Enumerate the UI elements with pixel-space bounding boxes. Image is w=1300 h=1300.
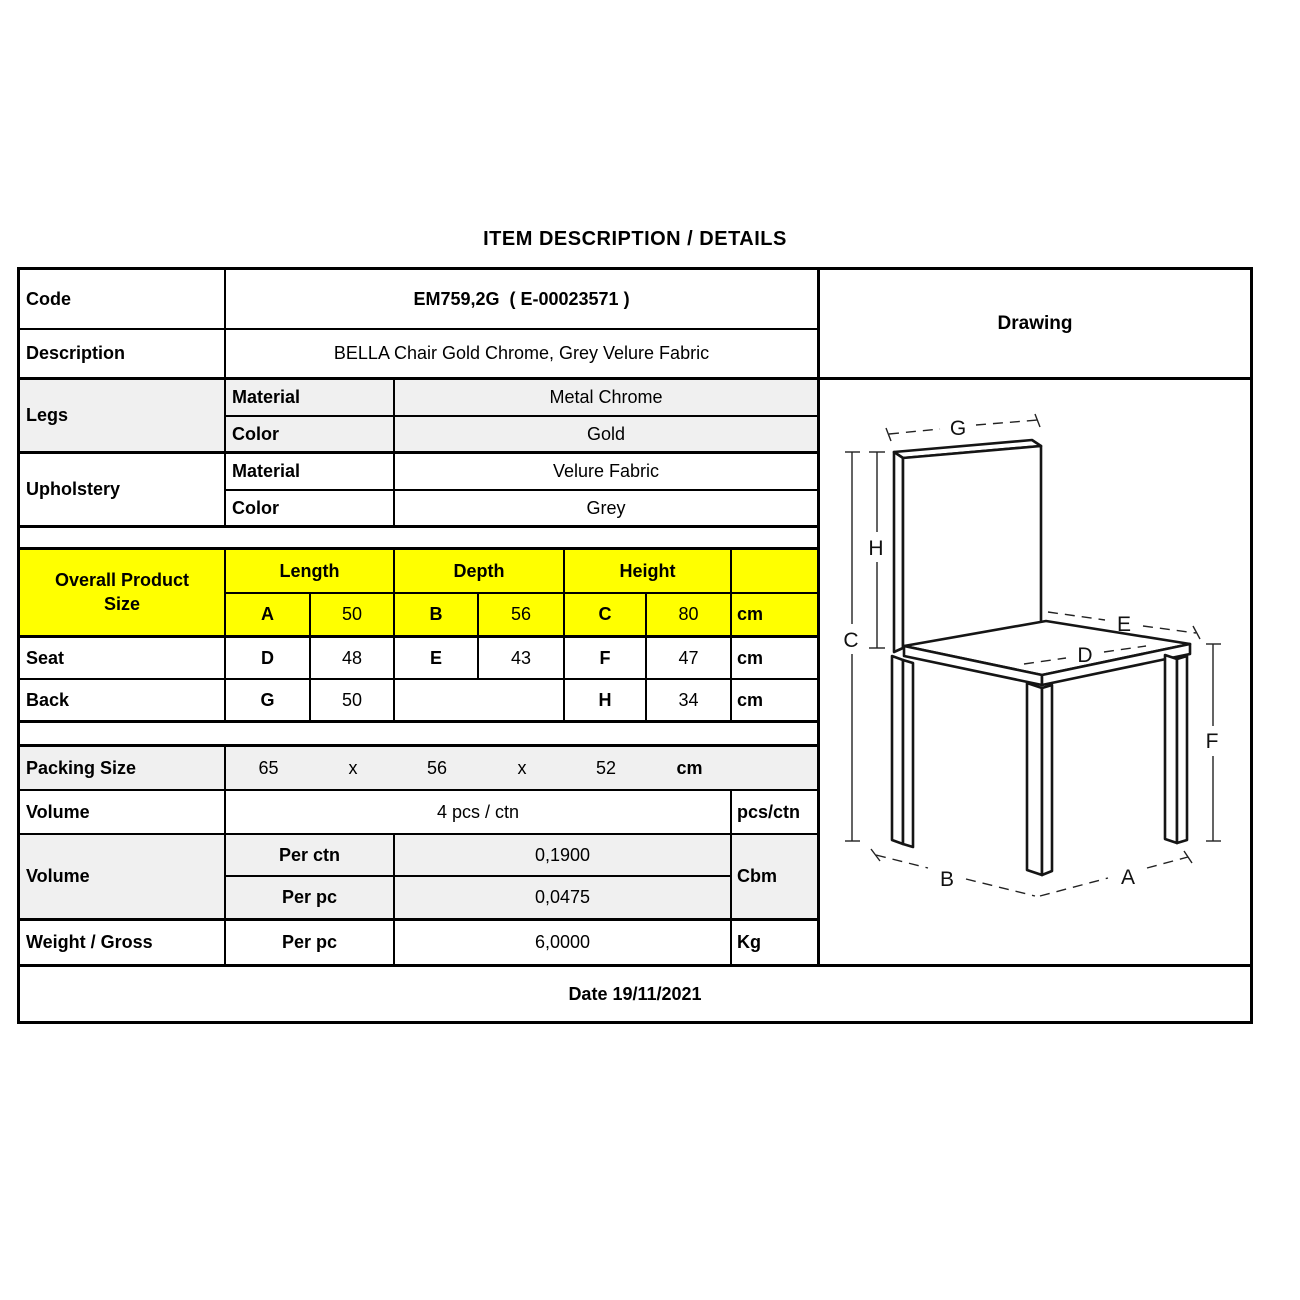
dim-label-a: A [1120,866,1136,889]
dim-label-h: H [868,537,884,560]
upholstery-material-value: Velure Fabric [395,454,817,491]
legs-material-value: Metal Chrome [395,380,817,417]
upholstery-color-label: Color [226,491,395,528]
overall-dim-a: A [226,594,311,638]
back-val-g: 50 [311,680,395,723]
packing-label: Packing Size [20,747,226,791]
chair-leg-right [1165,655,1177,843]
overall-val-c: 80 [647,594,732,638]
packing-length: 65 [258,757,279,778]
per-ctn-value: 0,1900 [395,835,732,877]
depth-header: Depth [395,550,565,594]
volume-cbm-label: Volume [20,835,226,921]
dim-label-f: F [1205,730,1219,753]
legs-color-value: Gold [395,417,817,454]
back-label: Back [20,680,226,723]
length-header: Length [226,550,395,594]
upholstery-color-value: Grey [395,491,817,528]
back-depth-empty [395,680,565,723]
code-value: EM759,2G ( E-00023571 ) [226,270,817,330]
legs-color-label: Color [226,417,395,454]
overall-dim-c: C [565,594,647,638]
back-dim-h: H [565,680,647,723]
overall-val-b: 56 [479,594,565,638]
chair-outline [892,440,1190,875]
seat-val-f: 47 [647,638,732,680]
drawing-header: Drawing [820,270,1250,380]
packing-x1: x [348,757,358,778]
chair-leg-back-left [903,660,913,847]
dim-label-c: C [843,629,859,652]
weight-per-pc-label: Per pc [226,921,395,964]
volume-pcs-unit: pcs/ctn [732,791,817,835]
seat-val-e: 43 [479,638,565,680]
unit-header-empty [732,550,817,594]
height-header: Height [565,550,732,594]
weight-unit: Kg [737,932,761,952]
overall-dim-b: B [395,594,479,638]
page-title: ITEM DESCRIPTION / DETAILS [483,228,787,250]
overall-size-label-line2: Size [103,593,141,614]
chair-leg-back-left [892,656,903,844]
chair-backrest-front [903,446,1041,648]
back-val-h: 34 [647,680,732,723]
upholstery-material-label: Material [226,454,395,491]
back-dim-g: G [226,680,311,723]
dim-label-e: E [1116,613,1132,636]
chair-backrest-side [894,452,903,652]
seat-label: Seat [20,638,226,680]
packing-unit: cm [676,757,703,778]
chair-leg-right [1177,656,1187,843]
seat-dim-d: D [226,638,311,680]
overall-unit: cm [732,594,817,638]
dim-label-b: B [939,868,955,891]
chair-leg-front [1027,683,1042,875]
upholstery-label: Upholstery [20,454,226,528]
legs-label: Legs [20,380,226,454]
volume-pcs-label: Volume [20,791,226,835]
seat-dim-f: F [565,638,647,680]
dim-label-g: G [949,417,967,440]
weight-label: Weight / Gross [20,921,226,964]
drawing-area [820,380,1250,964]
overall-size-label [20,550,226,638]
spacer-row [20,723,817,747]
seat-val-d: 48 [311,638,395,680]
drawing-column [820,270,1250,964]
code-label: Code [20,270,226,330]
spec-grid [20,270,820,964]
back-unit: cm [732,680,817,723]
packing-height: 52 [595,757,617,778]
legs-material-label: Material [226,380,395,417]
spacer-row [20,528,817,550]
chair-drawing [820,380,1250,964]
volume-pcs-value: 4 pcs / ctn [226,791,732,835]
overall-size-label-line1: Overall Product [54,570,190,591]
packing-x2: x [517,757,527,778]
dim-label-d: D [1077,644,1093,667]
volume-cbm-unit: Cbm [732,835,817,921]
seat-dim-e: E [395,638,479,680]
chair-leg-front [1042,685,1052,875]
seat-unit: cm [732,638,817,680]
description-label: Description [20,330,226,380]
per-pc-label: Per pc [226,877,395,921]
packing-values [226,747,817,791]
weight-value: 6,0000 [395,921,732,964]
packing-depth: 56 [426,757,448,778]
per-ctn-label: Per ctn [226,835,395,877]
description-value: BELLA Chair Gold Chrome, Grey Velure Fabric [226,330,817,380]
per-pc-value: 0,0475 [395,877,732,921]
date-row: Date 19/11/2021 [20,964,1250,1021]
spec-table [17,267,1253,1024]
overall-val-a: 50 [311,594,395,638]
